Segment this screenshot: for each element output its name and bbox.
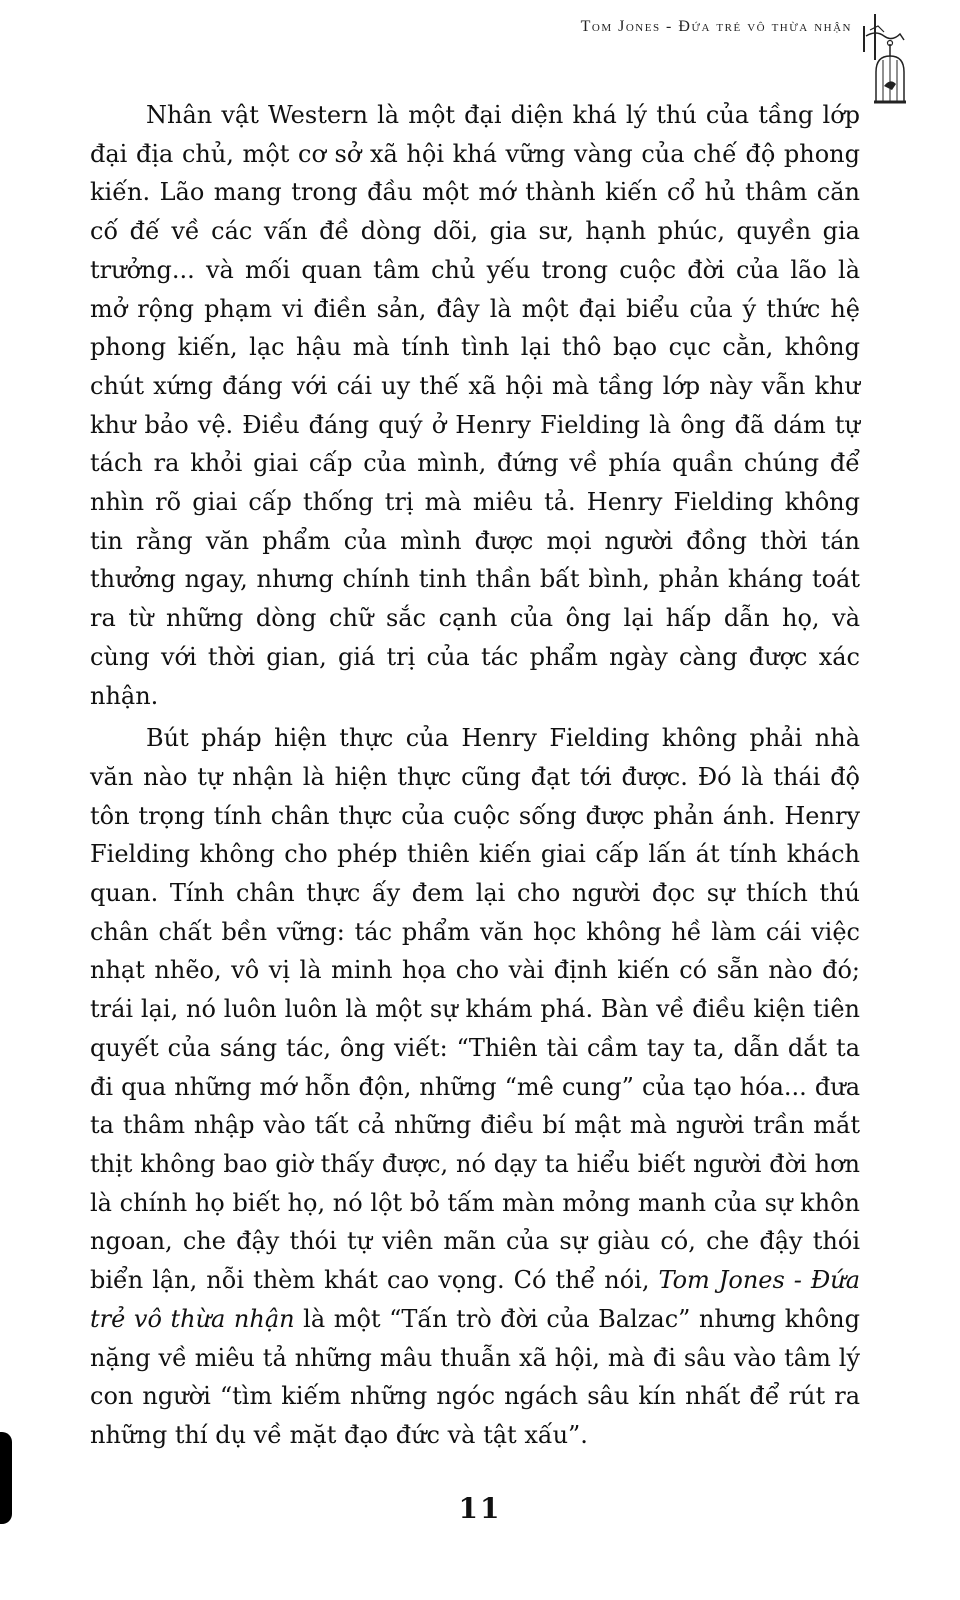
page-number: 11 bbox=[458, 1492, 502, 1525]
book-title-italic: Tom Jones - Đứa trẻ vô thừa nhận bbox=[90, 1266, 860, 1333]
paragraph-text: là một “Tấn trò đời của Balzac” nhưng không nặng về miêu tả những mâu thuẫn xã hội, mà đi sâu vào tâm lý con người “tìm kiếm những ngóc ngách sâu kín nhất để rút ra những thí dụ về mặt đạo đức và tật xấu”. bbox=[90, 1304, 860, 1449]
page-edge-mark bbox=[0, 1432, 12, 1524]
paragraph bbox=[90, 719, 860, 1454]
page-body bbox=[90, 96, 860, 1455]
birdcage-icon bbox=[860, 22, 920, 112]
paragraph: Nhân vật Western là một đại diện khá lý thú của tầng lớp đại địa chủ, một cơ sở xã hội khá vững vàng của chế độ phong kiến. Lão mang trong đầu một mớ thành kiến cổ hủ thâm căn cố đế về các vấn đề dòng dõi, gia sư, hạnh phúc, quyền gia trưởng... và mối quan tâm chủ yếu trong cuộc đời của lão là mở rộng phạm vi điền sản, đây là một đại biểu của ý thức hệ phong kiến, lạc hậu mà tính tình lại thô bạo cục cằn, không chút xứng đáng với cái uy thế xã hội mà tầng lớp này vẫn khư khư bảo vệ. Điều đáng quý ở Henry Fielding là ông đã dám tự tách ra khỏi giai cấp của mình, đứng về phía quần chúng để nhìn rõ giai cấp thống trị mà miêu tả. Henry Fielding không tin rằng văn phẩm của mình được mọi người đồng thời tán thưởng ngay, nhưng chính tinh thần bất bình, phản kháng toát ra từ những dòng chữ sắc cạnh của ông lại hấp dẫn họ, và cùng với thời gian, giá trị của tác phẩm ngày càng được xác nhận. bbox=[90, 101, 860, 710]
running-header: Tom Jones - Đứa trẻ vô thừa nhận bbox=[580, 18, 852, 35]
paragraph-text: Bút pháp hiện thực của Henry Fielding không phải nhà văn nào tự nhận là hiện thực cũng đạt tới được. Đó là thái độ tôn trọng tính chân thực của cuộc sống được phản ánh. Henry Fielding không cho phép thiên kiến giai cấp lấn át tính khách quan. Tính chân thực ấy đem lại cho người đọc sự thích thú chân chất bền vững: tác phẩm văn học không hề làm cái việc nhạt nhẽo, vô vị là minh họa cho vài định kiến có sẵn nào đó; trái lại, nó luôn luôn là một sự khám phá. Bàn về điều kiện tiên quyết của sáng tác, ông viết: “Thiên tài cầm tay ta, dẫn dắt ta đi qua những mớ hỗn độn, những “mê cung” của tạo hóa... đưa ta thâm nhập vào tất cả những điều bí mật mà người trần mắt thịt không bao giờ thấy được, nó dạy ta hiểu biết người đời hơn là chính họ biết họ, nó lột bỏ tấm màn mỏng manh của sự khôn ngoan, che đậy thói tự viên mãn của sự giàu có, che đậy thói biển lận, nỗi thèm khát cao vọng. Có thể nói, bbox=[90, 724, 860, 1295]
